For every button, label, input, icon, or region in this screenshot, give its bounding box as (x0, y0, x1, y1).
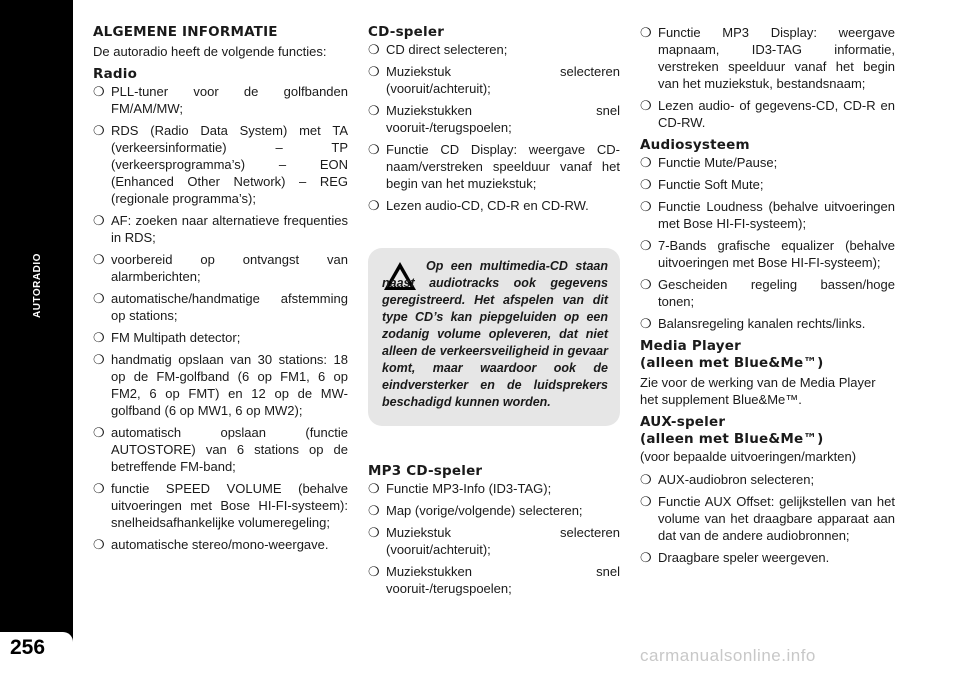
heading-aux-player: AUX-speler (640, 414, 726, 430)
list-item: ❍ Lezen audio-CD, CD-R en CD-RW. (368, 198, 589, 213)
audio-feature-list (640, 154, 895, 332)
bullet-icon: ❍ (93, 123, 105, 138)
bullet-icon: ❍ (93, 425, 105, 440)
bullet-icon: ❍ (368, 564, 380, 579)
list-item: ❍ automatische stereo/mono-weergave. (93, 537, 329, 552)
mp3-extra-list (640, 24, 895, 131)
list-item: ❍ functie SPEED VOLUME (behalve uitvoeringen met Bose HI-FI-systeem): snelheidsafhankelijke volumeregeling; (93, 481, 348, 530)
heading-radio: Radio (93, 66, 138, 82)
page-number: 256 (10, 636, 46, 659)
heading-media-player: Media Player (640, 338, 741, 354)
bullet-icon: ❍ (93, 291, 105, 306)
list-item: ❍ FM Multipath detector; (93, 330, 241, 345)
bullet-icon: ❍ (93, 84, 105, 99)
page-number-box (0, 632, 73, 677)
bullet-icon: ❍ (640, 494, 652, 509)
list-item: ❍ Draagbare speler weergeven. (640, 550, 830, 565)
heading-mp3-player: MP3 CD-speler (368, 463, 483, 479)
bullet-icon: ❍ (368, 525, 380, 540)
bullet-icon: ❍ (368, 503, 380, 518)
list-item: ❍ automatische/handmatige afstemming op stations; (93, 291, 348, 323)
list-item: ❍ Muziekstukken snel vooruit-/terugspoelen; (368, 564, 620, 596)
bullet-icon: ❍ (368, 198, 380, 213)
bullet-icon: ❍ (640, 155, 652, 170)
media-player-text: Zie voor de werking van de Media Player het supplement Blue&Me™. (640, 375, 876, 407)
warning-box (368, 248, 620, 426)
heading-aux-player-sub: (alleen met Blue&Me™) (640, 431, 824, 447)
mp3-section (368, 463, 620, 603)
bullet-icon: ❍ (640, 25, 652, 40)
list-item: ❍ RDS (Radio Data System) met TA (verkeersinformatie) – TP (verkeersprogramma’s) – EON (Enhanced Other Network) – REG (regionale programma’s); (93, 123, 348, 206)
list-item: ❍ Muziekstukken snel vooruit-/terugspoelen; (368, 103, 620, 135)
list-item: ❍ AUX-audiobron selecteren; (640, 472, 815, 487)
list-item: ❍ Functie Soft Mute; (640, 177, 764, 192)
column-cd-player (368, 24, 620, 220)
list-item: ❍ 7-Bands grafische equalizer (behalve uitvoeringen met Bose HI-FI-systeem); (640, 238, 895, 270)
bullet-icon: ❍ (368, 481, 380, 496)
bullet-icon: ❍ (93, 330, 105, 345)
bullet-icon: ❍ (640, 98, 652, 113)
radio-feature-list (93, 83, 348, 553)
bullet-icon: ❍ (640, 277, 652, 292)
list-item: ❍ Functie Mute/Pause; (640, 155, 778, 170)
mp3-feature-list (368, 480, 620, 597)
bullet-icon: ❍ (640, 177, 652, 192)
list-item: ❍ automatisch opslaan (functie AUTOSTORE) van 6 stations op de betreffende FM-band; (93, 425, 348, 474)
list-item: ❍ handmatig opslaan van 30 stations: 18 op de FM-golfband (6 op FM1, 6 op FM2, 6 op FMT) en 12 op de MW-golfband (6 op MW1, 6 op MW2); (93, 352, 348, 418)
bullet-icon: ❍ (368, 42, 380, 57)
list-item: ❍ Functie Loudness (behalve uitvoeringen met Bose HI-FI-systeem); (640, 199, 895, 231)
bullet-icon: ❍ (640, 316, 652, 331)
list-item: ❍ voorbereid op ontvangst van alarmberichten; (93, 252, 348, 284)
heading-audio-system: Audiosysteem (640, 137, 750, 153)
heading-media-player-sub: (alleen met Blue&Me™) (640, 355, 824, 371)
list-item: ❍ Gescheiden regeling bassen/hoge tonen; (640, 277, 895, 309)
aux-note: (voor bepaalde uitvoeringen/markten) (640, 449, 857, 464)
list-item: ❍ Balansregeling kanalen rechts/links. (640, 316, 866, 331)
section-label: AUTORADIO (32, 253, 43, 318)
list-item: ❍ PLL-tuner voor de golfbanden FM/AM/MW; (93, 84, 348, 116)
heading-cd-player: CD-speler (368, 24, 445, 40)
column-audio (640, 24, 895, 572)
list-item: ❍ Lezen audio- of gegevens-CD, CD-R en CD-RW. (640, 98, 895, 130)
list-item: ❍ Functie AUX Offset: gelijkstellen van het volume van het draagbare apparaat aan dat van de andere audiobronnen; (640, 494, 895, 543)
bullet-icon: ❍ (93, 481, 105, 496)
list-item: ❍ Functie MP3 Display: weergave mapnaam, ID3-TAG informatie, verstreken speelduur vanaf het begin van het muziekstuk, bestandsnaam; (640, 25, 895, 91)
bullet-icon: ❍ (640, 238, 652, 253)
aux-feature-list (640, 471, 895, 566)
bullet-icon: ❍ (368, 64, 380, 79)
cd-feature-list (368, 41, 620, 214)
bullet-icon: ❍ (640, 472, 652, 487)
bullet-icon: ❍ (640, 550, 652, 565)
warning-text: Op een multimedia-CD staan naast audiotracks ook gegevens geregistreerd. Het afspelen van dit type CD’s kan piepgeluiden op een zodanig volume opleveren, dat niet alleen de verkeersveiligheid in gevaar komt, maar waardoor ook de eindversterker en de luidsprekers beschadigd kunnen worden. (382, 259, 608, 409)
intro-text: De autoradio heeft de volgende functies: (93, 44, 327, 59)
heading-general-info: ALGEMENE INFORMATIE (93, 24, 278, 40)
bullet-icon: ❍ (640, 199, 652, 214)
list-item: ❍ Muziekstuk selecteren (vooruit/achteruit); (368, 525, 620, 557)
list-item: ❍ AF: zoeken naar alternatieve frequenties in RDS; (93, 213, 348, 245)
bullet-icon: ❍ (368, 142, 380, 157)
side-tab (0, 0, 73, 677)
list-item: ❍ Map (vorige/volgende) selecteren; (368, 503, 583, 518)
list-item: ❍ Functie CD Display: weergave CD-naam/verstreken speelduur vanaf het begin van het muziekstuk; (368, 142, 620, 191)
column-general (93, 24, 348, 559)
list-item: ❍ Muziekstuk selecteren (vooruit/achteruit); (368, 64, 620, 96)
bullet-icon: ❍ (93, 252, 105, 267)
bullet-icon: ❍ (93, 352, 105, 367)
list-item: ❍ Functie MP3-Info (ID3-TAG); (368, 481, 552, 496)
bullet-icon: ❍ (368, 103, 380, 118)
list-item: ❍ CD direct selecteren; (368, 42, 508, 57)
bullet-icon: ❍ (93, 537, 105, 552)
watermark: carmanualsonline.info (640, 646, 816, 665)
bullet-icon: ❍ (93, 213, 105, 228)
